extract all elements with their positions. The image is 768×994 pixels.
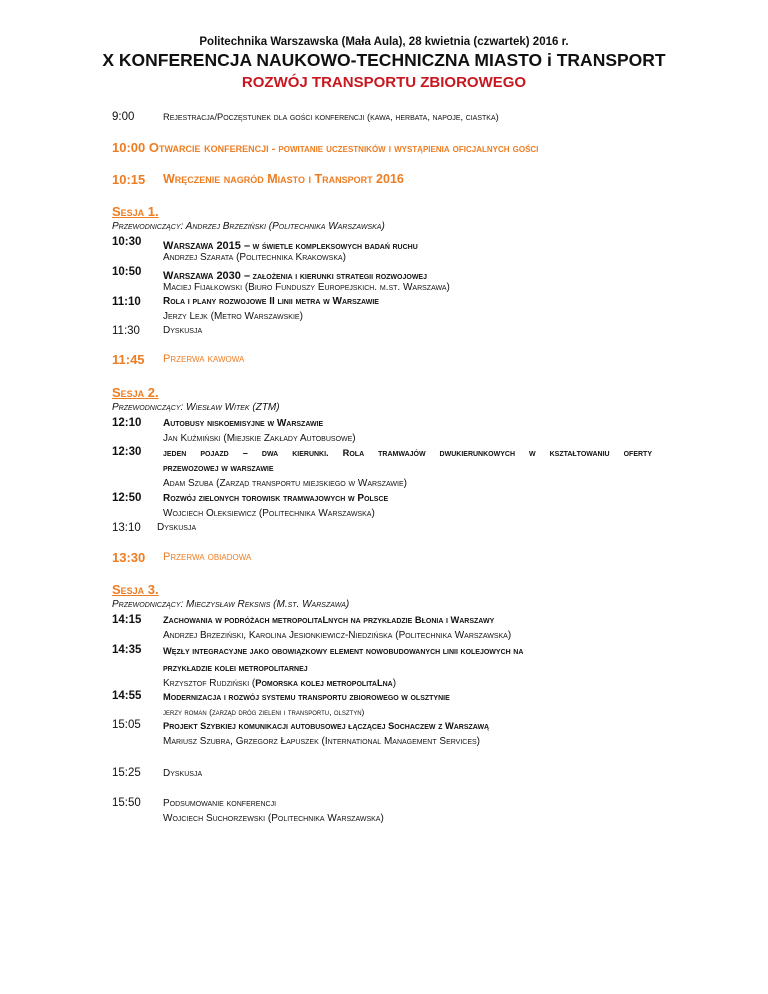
break2-time: 13:30 (112, 550, 146, 565)
opening-row (112, 140, 538, 155)
s3-item2-title-line2: przykładzie kolei metropolitarnej (163, 663, 308, 673)
session2-title: Sesja 2. (112, 385, 159, 400)
s2-item2-speaker: Adam Szuba (Zarząd transportu miejskiego w Warszawie) (163, 478, 407, 489)
s3-item1-title: Zachowania w podróżach metropolitaLnych na przykładzie Błonia i Warszawy (163, 615, 495, 625)
s3-item6-time: 15:50 (112, 797, 141, 809)
s3-item1-time: 14:15 (112, 614, 142, 626)
s2-item4-title: Dyskusja (157, 522, 197, 533)
s3-item3-speaker: jerzy roman (zarząd dróg zieleni i transportu, olsztyn) (163, 707, 365, 717)
s1-item3-title: Rola i plany rozwojowe II linii metra w Warszawie (163, 296, 379, 307)
s1-item2-title: Warszawa 2030 – założenia i kierunki strategii rozwojowej (163, 270, 427, 282)
s1-item1-speaker: Andrzej Szarata (Politechnika Krakowska) (163, 252, 346, 263)
s3-item5-time: 15:25 (112, 767, 141, 779)
opening-rest: - powitanie uczestników i wystąpienia oficjalnych gości (268, 143, 539, 155)
conference-title: X KONFERENCJA NAUKOWO-TECHNICZNA MIASTO i TRANSPORT (102, 50, 666, 70)
break1-text: Przerwa kawowa (163, 353, 245, 365)
s3-item4-speaker: Mariusz Szubra, Grzegorz Łapuszek (International Management Services) (163, 736, 481, 747)
break2-text: Przerwa obiadowa (163, 551, 252, 563)
registration-text: Rejestracja/Poczęstunek dla gości konferencji (kawa, herbata, napoje, ciastka) (163, 112, 499, 122)
s2-item1-time: 12:10 (112, 417, 142, 429)
s2-item3-title: Rozwój zielonych torowisk tramwajowych w Polsce (163, 493, 389, 504)
break1-time: 11:45 (112, 352, 145, 367)
awards-time: 10:15 (112, 172, 146, 187)
s3-item4-title: Projekt Szybkiej komunikacji autobusowej łączącej Sochaczew z Warszawą (163, 721, 490, 731)
s3-item2-speaker: Krzysztof Rudziński (Pomorska kolej metropolitaLna) (163, 678, 397, 689)
opening-time: 10:00 (112, 140, 146, 155)
session3-title: Sesja 3. (112, 582, 159, 597)
s2-item2-time: 12:30 (112, 446, 142, 458)
s3-item1-speaker: Andrzej Brzeziński, Karolina Jesionkiewicz-Niedzińska (Politechnika Warszawska) (163, 630, 512, 641)
s3-item6-speaker: Wojciech Suchorzewski (Politechnika Warszawska) (163, 813, 384, 824)
event-location-date: Politechnika Warszawska (Mała Aula), 28 kwietnia (czwartek) 2016 r. (199, 36, 569, 48)
s1-item2-time: 10:50 (112, 266, 142, 278)
s3-item2-title-line1: Węzły integracyjne jako obowiązkowy element nowobudowanych linii kolejowych na (163, 646, 524, 656)
s2-item1-speaker: Jan Kuźmiński (Miejskie Zakłady Autobusowe) (163, 433, 356, 444)
s1-item4-time: 11:30 (112, 325, 140, 337)
registration-time: 9:00 (112, 111, 135, 123)
s2-item4-time: 13:10 (112, 522, 141, 534)
s2-item2-title-line2: przewozowej w warszawie (163, 463, 274, 473)
s1-item2-speaker: Maciej Fijałkowski (Biuro Funduszy Europejskich. m.st. Warszawa) (163, 282, 450, 293)
s1-item1-title: Warszawa 2015 – w świetle kompleksowych badań ruchu (163, 240, 418, 252)
awards-text: Wręczenie nagród Miasto i Transport 2016 (163, 172, 404, 186)
session1-chair: Przewodniczący: Andrzej Brzeziński (Politechnika Warszawska) (112, 221, 385, 232)
opening-title: Otwarcie konferencji (148, 140, 269, 155)
s3-item3-title: Modernizacja i rozwój systemu transportu zbiorowego w olsztynie (163, 692, 450, 702)
s3-item4-time: 15:05 (112, 719, 141, 731)
session1-title: Sesja 1. (112, 204, 159, 219)
s3-item5-title: Dyskusja (163, 768, 203, 779)
s1-item4-title: Dyskusja (163, 325, 203, 336)
session2-chair: Przewodniczący: Wiesław Witek (ZTM) (112, 402, 280, 413)
s3-item3-time: 14:55 (112, 690, 142, 702)
s1-item3-speaker: Jerzy Lejk (Metro Warszawskie) (163, 311, 303, 322)
s3-item6-title: Podsumowanie konferencji (163, 798, 277, 809)
s1-item3-time: 11:10 (112, 296, 141, 308)
s2-item1-title: Autobusy niskoemisyjne w Warszawie (163, 418, 324, 429)
s3-item2-time: 14:35 (112, 644, 142, 656)
s1-item1-time: 10:30 (112, 236, 142, 248)
conference-subtitle: ROZWÓJ TRANSPORTU ZBIOROWEGO (241, 74, 527, 91)
session3-chair: Przewodniczący: Mieczysław Reksnis (M.st. Warszawa) (112, 599, 350, 610)
s2-item3-speaker: Wojciech Oleksiewicz (Politechnika Warszawska) (163, 508, 375, 519)
s2-item2-title-line1: jeden pojazd – dwa kierunki. Rola tramwajów dwukierunkowych w kształtowaniu oferty (163, 448, 652, 458)
s2-item3-time: 12:50 (112, 492, 142, 504)
